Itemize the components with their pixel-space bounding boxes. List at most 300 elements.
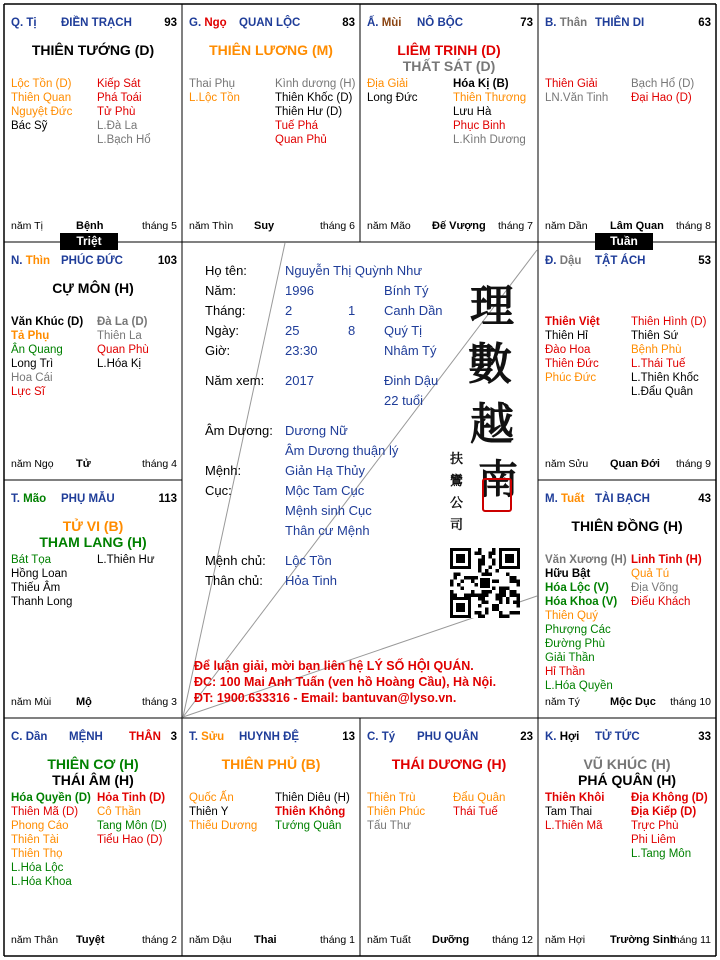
qr-module [475,552,479,556]
calligraphy-char-4: 南 [478,456,518,503]
palace-footer [545,934,711,948]
main-stars [538,518,716,534]
month-label: tháng 7 [497,220,533,232]
palace-6 [538,480,716,718]
qr-module [496,597,500,601]
center-label: Cục: [205,483,232,498]
life-stage: Mộ [76,696,92,708]
minor-star: Kiếp Sát [97,78,141,90]
qr-module [517,583,521,587]
main-star: THAM LANG (H) [39,534,147,550]
main-star: THÁI ÂM (H) [52,772,134,788]
qr-module [510,580,514,584]
minor-star: Thiên Trù [367,792,416,804]
qr-module [506,597,510,601]
qr-module [450,583,454,587]
palace-branch [545,17,587,29]
contact-line-1: Để luận giải, mời bạn liên hệ LÝ SỐ HỘI QUÁN. [194,659,474,673]
minor-star: Giải Thần [545,652,595,664]
minor-star: Tang Môn (D) [97,820,167,832]
qr-module [510,594,514,598]
qr-module [506,601,510,605]
branch-stem: K. [545,731,560,743]
qr-module [482,590,486,594]
palace-10 [4,718,182,956]
branch-stem: Ấ. [367,17,382,29]
palace-branch [545,255,581,267]
qr-module [499,597,503,601]
minor-star: Văn Xương (H) [545,554,627,566]
branch-stem: N. [11,255,26,267]
center-canchi-value: Canh Dần [384,303,443,318]
minor-star: Thiên Mã (D) [11,806,79,818]
palace-header [189,17,355,33]
center-label: Giờ: [205,343,231,358]
minor-star: Trực Phù [631,820,679,832]
minor-star: Thái Tuế [453,806,498,818]
qr-module [478,562,482,566]
qr-module [456,554,465,563]
qr-module [485,601,489,605]
branch-stem: B. [545,17,560,29]
palace-number: 43 [698,493,711,505]
contact-line-2: ĐC: 100 Mai Anh Tuấn (ven hồ Hoàng Cầu), Hà Nội. [194,675,497,689]
minor-star: Thiên Phúc [367,806,426,818]
main-stars [538,756,716,788]
month-label: tháng 11 [670,934,711,946]
qr-module [517,594,521,598]
palace-7 [538,718,716,956]
qr-code [450,548,520,618]
qr-module [478,552,482,556]
minor-star: Điếu Khách [631,596,691,608]
month-label: tháng 12 [492,934,533,946]
palace-footer [367,220,533,234]
palace-number: 113 [158,493,177,505]
center-value: Mộc Tam Cục [285,483,365,498]
qr-module [496,608,500,612]
branch-name: Tị [26,17,37,29]
minor-star: Thiên Thọ [11,848,63,860]
qr-module [503,594,507,598]
qr-module [510,611,514,615]
small-calligraphy-2: 鸞 [450,474,464,489]
branch-stem: C. [11,731,26,743]
year-label: năm Tý [545,696,580,708]
palace-footer [11,934,177,948]
palace-footer [545,696,711,710]
palace-footer [545,220,711,234]
minor-star: L.Kình Dương [453,134,526,146]
minor-star: Quốc Ấn [189,792,234,804]
qr-module [454,576,458,580]
palace-name: NÔ BỘC [417,17,463,29]
palace-name: MỆNH [69,731,103,743]
calligraphy-char-1: 理 [470,281,514,332]
tuan-tag: Tuần [595,233,653,250]
life-stage: Dưỡng [432,934,470,946]
palace-header [367,731,533,747]
minor-star: Đại Hao (D) [631,92,692,104]
qr-module [482,573,486,577]
small-calligraphy-3: 公 [450,496,464,511]
year-label: năm Sửu [545,458,589,470]
center-value: Mệnh sinh Cục [285,503,372,518]
qr-module [454,594,458,598]
month-label: tháng 6 [319,220,355,232]
minor-star: Cô Thần [97,806,141,818]
palace-header [11,17,177,33]
minor-star: Hóa Lộc (V) [545,582,609,594]
qr-module [506,615,510,619]
life-stage: Tử [76,458,91,470]
minor-star: LN.Văn Tinh [545,92,609,104]
palace-header [545,17,711,33]
minor-stars-right [631,791,708,861]
minor-stars-right [97,553,155,567]
minor-star: Thiên La [97,330,142,342]
minor-stars-right [453,791,505,819]
qr-module [457,583,461,587]
minor-stars-right [97,315,149,371]
qr-module [464,576,468,580]
qr-module [485,594,489,598]
year-label: năm Hợi [545,934,586,946]
minor-stars-left [11,791,91,889]
minor-star: Tuế Phá [275,120,319,132]
qr-module [513,590,517,594]
qr-module [499,611,503,615]
qr-module [499,615,503,619]
life-stage: Lâm Quan [610,220,664,232]
palace-header [545,255,711,271]
minor-star: Bác Sỹ [11,120,48,132]
minor-star: Tam Thai [545,806,593,818]
red-seal [482,478,512,512]
center-value: Hỏa Tinh [285,573,338,588]
minor-star: Đường Phù [545,638,605,650]
month-label: tháng 2 [141,934,177,946]
minor-stars-left [545,553,627,693]
palace-number: 13 [342,731,355,743]
calligraphy-char-2: 數 [468,339,512,390]
palace-footer [189,220,355,234]
branch-stem: G. [189,17,205,29]
center-label: Thân chủ: [205,573,263,588]
center-value: Dương Nữ [285,423,348,438]
minor-star: Quan Phủ [275,134,327,146]
qr-module [503,587,507,591]
palace-footer [11,220,177,234]
qr-module [478,597,482,601]
qr-module [503,590,507,594]
qr-module [489,566,493,570]
minor-star: Hóa Kị (B) [453,78,509,90]
minor-star: Đào Hoa [545,344,591,356]
palace-footer [367,934,533,948]
minor-star: Bát Tọa [11,554,52,566]
palace-name: TẬT ÁCH [595,255,646,267]
triet-tag: Triệt [60,233,118,250]
year-label: năm Thìn [189,220,234,232]
minor-star: Văn Khúc (D) [11,316,84,328]
qr-module [503,615,507,619]
palace-branch [189,731,224,743]
center-canchi-value: Nhâm Tý [384,343,437,358]
minor-star: Quan Phù [97,344,149,356]
calligraphy-char-3: 越 [470,399,514,450]
palace-branch [545,493,584,505]
qr-module [475,583,479,587]
main-stars [4,518,182,550]
palace-11 [4,480,182,718]
main-star: THẤT SÁT (D) [402,58,496,74]
minor-star: Thiên Diêu (H) [275,792,350,804]
minor-stars-left [545,315,600,385]
minor-star: Thiên Thương [453,92,527,104]
main-star: THIÊN LƯƠNG (M) [209,42,333,58]
year-label: năm Dậu [189,934,232,946]
minor-star: Địa Kiếp (D) [631,806,697,818]
palace-branch [11,255,50,267]
minor-star: Lộc Tồn (D) [11,78,72,90]
minor-star: Hồng Loan [11,568,68,580]
minor-star: Địa Võng [631,582,679,594]
main-star: VŨ KHÚC (H) [583,756,671,772]
minor-star: Thai Phụ [189,78,236,90]
qr-module [489,555,493,559]
minor-star: Hỏa Tinh (D) [97,792,166,804]
branch-name: Tý [381,731,396,743]
qr-module [492,552,496,556]
palace-name: PHÚC ĐỨC [61,255,123,267]
qr-module [468,594,472,598]
qr-module [499,601,503,605]
palace-number: 23 [520,731,533,743]
qr-module [478,604,482,608]
qr-module [492,559,496,563]
qr-module [485,569,489,573]
qr-module [489,590,493,594]
qr-module [517,604,521,608]
branch-name: Hợi [559,731,580,743]
center-value: 2 [285,303,293,318]
minor-star: Thiên Hình (D) [631,316,707,328]
center-canchi-value: Quý Tị [384,323,423,338]
qr-module [489,552,493,556]
minor-star: Đà La (D) [97,316,148,328]
qr-module [478,548,482,552]
branch-name: Mão [23,493,47,505]
palace-name: TÀI BẠCH [595,493,650,505]
qr-module [496,569,500,573]
minor-star: Tấu Thư [367,820,411,832]
qr-module [499,590,503,594]
qr-module [505,554,514,563]
qr-module [492,587,496,591]
life-stage: Quan Đới [610,458,660,470]
main-stars [4,756,182,788]
month-label: tháng 9 [675,458,711,470]
center-canchi-value: 22 tuổi [384,393,424,408]
qr-module [478,566,482,570]
main-star: THÁI DƯƠNG (H) [391,756,507,772]
minor-star: L.Lộc Tồn [189,92,240,104]
minor-stars-right [631,315,706,399]
palace-number: 63 [698,17,711,29]
palace-footer [11,458,177,472]
minor-stars-left [11,553,72,609]
minor-star: L.Hóa Quyền [545,680,613,692]
palace-number: 83 [342,17,355,29]
minor-star: Đẩu Quân [453,792,506,804]
minor-star: L.Thiên Khốc [631,372,699,384]
palace-number: 103 [157,255,177,267]
minor-star: Thiên Khốc (D) [275,92,353,104]
qr-module [485,573,489,577]
minor-stars-left [545,77,608,105]
qr-module [489,573,493,577]
center-lunar-value: 1 [348,303,356,318]
branch-stem: Q. [11,17,27,29]
minor-star: Thiên Y [189,806,229,818]
palace-number: 73 [520,17,533,29]
minor-star: Lực Sĩ [11,386,45,398]
minor-stars-left [189,791,257,833]
minor-stars-right [453,77,526,147]
minor-star: Thiên Không [275,806,346,818]
minor-star: Thiếu Dương [189,820,258,832]
center-label: Họ tên: [205,263,247,278]
minor-star: Phong Cáo [11,820,69,832]
qr-module [478,615,482,619]
minor-star: L.Thái Tuế [631,358,686,370]
qr-module [517,597,521,601]
minor-star: L.Bạch Hổ [97,134,151,146]
qr-module [482,562,486,566]
palace-branch [11,493,46,505]
qr-module [513,611,517,615]
minor-star: Phục Binh [453,120,506,132]
center-value: Âm Dương thuận lý [285,443,399,458]
life-stage: Bệnh [76,220,104,232]
minor-stars-left [11,77,72,133]
center-lunar-value: 8 [348,323,356,338]
minor-stars-right [275,77,355,147]
minor-star: L.Đà La [97,120,138,132]
minor-star: Thiên Quý [545,610,599,622]
minor-star: Thiên Tài [11,834,59,846]
life-stage: Đế Vượng [432,220,486,232]
qr-module [482,615,486,619]
minor-star: Thiếu Âm [11,582,61,594]
minor-star: Bạch Hổ (D) [631,78,695,90]
minor-star: Bệnh Phù [631,344,682,356]
minor-star: Thiên Hỉ [545,330,588,342]
qr-module [475,611,479,615]
palace-name: THIÊN DI [595,17,645,29]
minor-star: Thiên Giải [545,78,598,90]
qr-module [478,559,482,563]
palace-9 [182,718,360,956]
minor-stars-left [367,791,425,833]
month-label: tháng 1 [319,934,355,946]
main-star: LIÊM TRINH (D) [397,42,501,58]
minor-stars-right [275,791,350,833]
minor-star: Tướng Quân [275,820,342,832]
qr-module [482,555,486,559]
branch-stem: M. [545,493,561,505]
palace-8 [360,718,538,956]
palace-header [11,731,177,747]
palace-number: 3 [170,731,177,743]
minor-star: Hỉ Thần [545,666,586,678]
center-canchi-value: Bính Tý [384,283,429,298]
palace-number: 33 [698,731,711,743]
minor-star: Địa Không (D) [631,792,708,804]
minor-star: L.Tang Môn [631,848,692,860]
qr-module [510,576,514,580]
qr-module [478,611,482,615]
palace-branch [367,731,395,743]
month-label: tháng 5 [141,220,177,232]
palace-name: HUYNH ĐỆ [239,731,300,743]
year-label: năm Mão [367,220,411,232]
minor-stars-left [367,77,418,105]
qr-module [492,548,496,552]
minor-star: Hóa Khoa (V) [545,596,618,608]
center-label: Mệnh: [205,463,242,478]
qr-module [471,590,475,594]
main-star: THIÊN CƠ (H) [47,756,139,772]
qr-module [456,603,465,612]
minor-star: L.Thiên Hư [97,554,155,566]
minor-star: Thiên Việt [545,316,600,328]
branch-name: Mùi [381,17,402,29]
center-value: Thân cư Mệnh [285,523,370,538]
main-star: THIÊN PHỦ (B) [221,756,321,772]
minor-star: Phượng Các [545,624,611,636]
main-star: TỬ VI (B) [62,518,124,534]
qr-module [513,594,517,598]
branch-name: Thân [559,17,588,29]
palace-name: QUAN LỘC [239,17,301,29]
life-stage: Thai [254,934,277,946]
main-star: THIÊN TƯỚNG (D) [31,42,155,58]
minor-star: Long Đức [367,92,418,104]
minor-star: Quả Tú [631,568,670,580]
year-label: năm Tuất [367,934,411,946]
palace-1 [4,4,182,242]
branch-name: Ngọ [204,17,227,29]
minor-star: Hóa Quyền (D) [11,792,91,804]
palace-branch [545,731,579,743]
branch-stem: T. [189,731,202,743]
minor-star: Thiên Khôi [545,792,605,804]
qr-module [450,594,454,598]
month-label: tháng 10 [670,696,711,708]
palace-name: TỬ TỨC [595,731,640,743]
minor-stars-left [189,77,240,105]
branch-name: Dậu [559,255,582,267]
minor-star: Tả Phụ [11,330,50,342]
palace-branch [367,17,402,29]
qr-module [510,590,514,594]
qr-module [492,562,496,566]
main-stars [360,756,538,772]
qr-module [471,594,475,598]
qr-module [513,580,517,584]
